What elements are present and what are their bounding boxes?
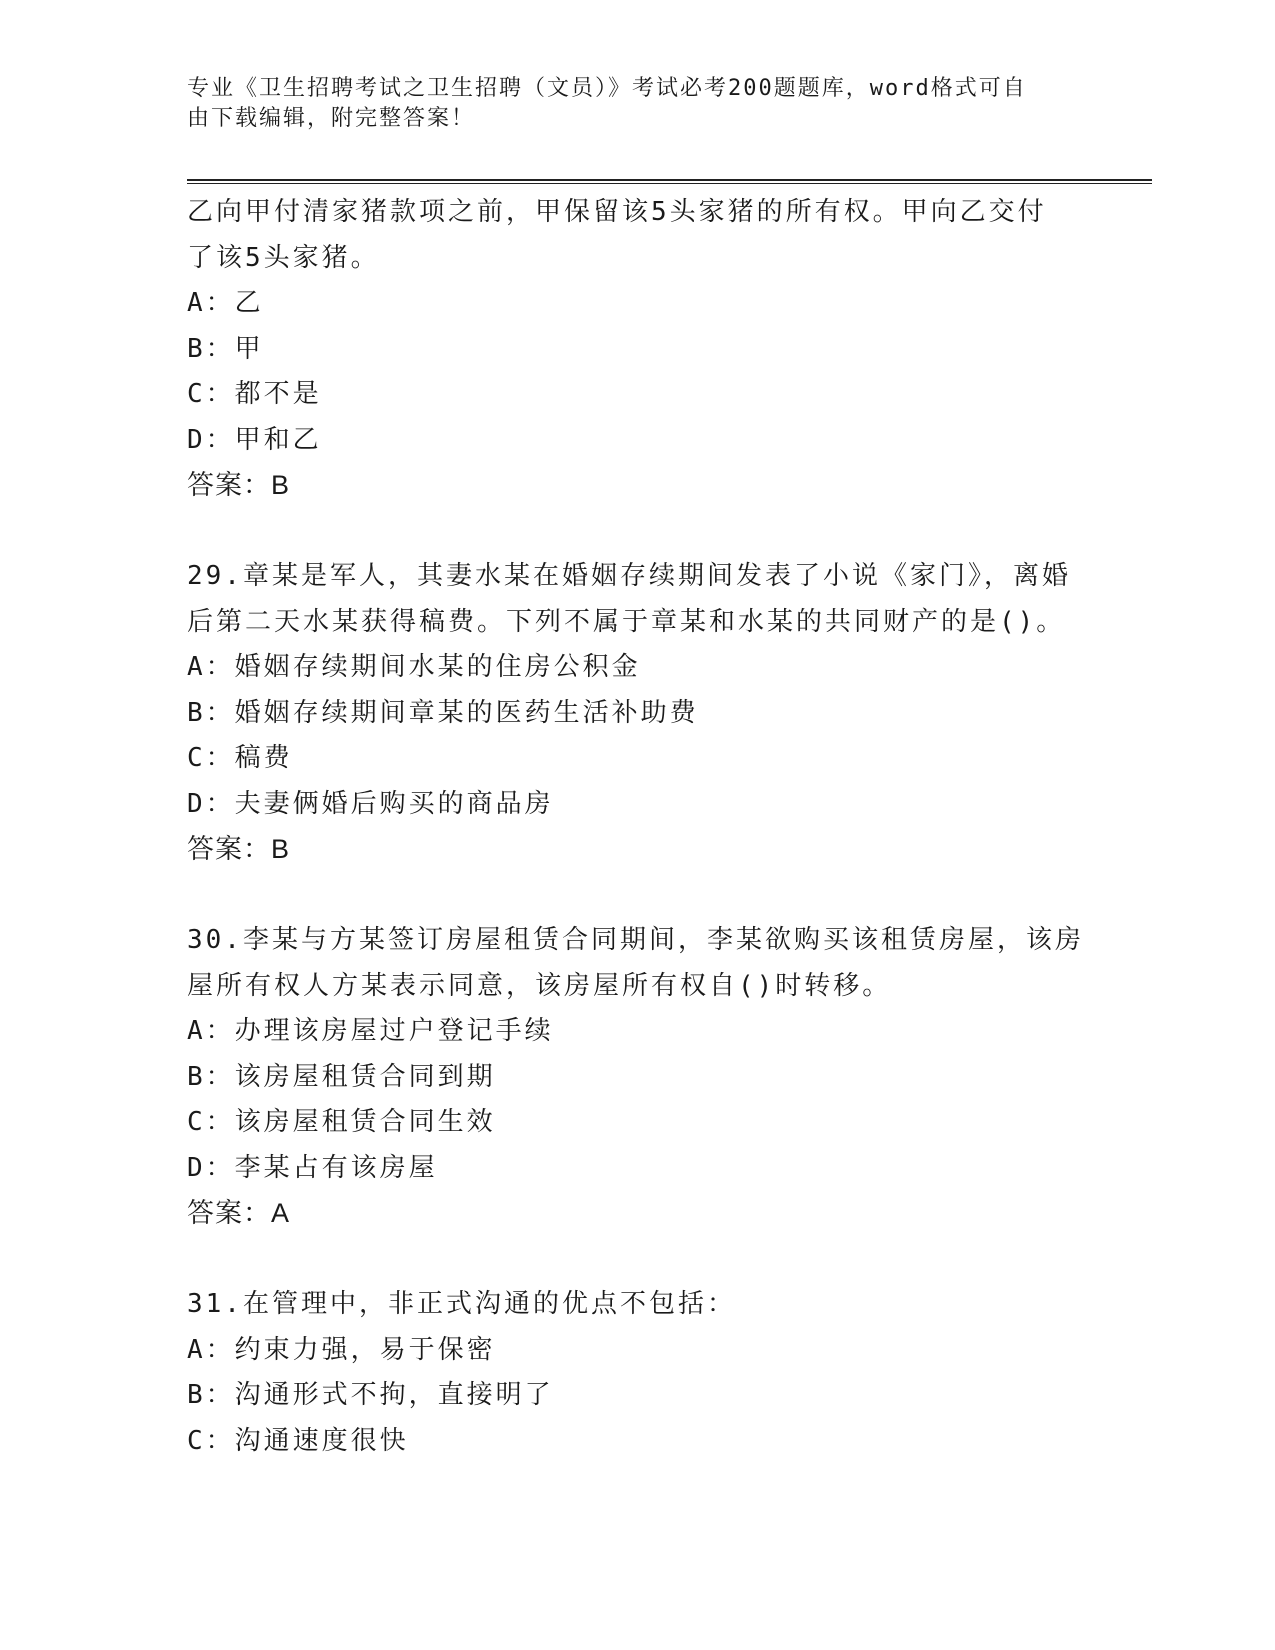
spacer bbox=[187, 873, 1087, 919]
option-a: A：约束力强，易于保密 bbox=[187, 1334, 496, 1365]
question-block-31 bbox=[187, 1282, 1087, 1464]
option-b: B：甲 bbox=[187, 333, 264, 364]
option-d: D：甲和乙 bbox=[187, 424, 322, 455]
question-block-29 bbox=[187, 554, 1087, 873]
option-c: C：稿费 bbox=[187, 743, 293, 773]
question-block-28 bbox=[187, 190, 1087, 509]
document-header bbox=[187, 74, 1087, 134]
option-c: C：该房屋租赁合同生效 bbox=[187, 1107, 496, 1137]
spacer bbox=[187, 509, 1087, 555]
question-stem: 30.李某与方某签订房屋租赁合同期间，李某欲购买该租赁房屋，该房 bbox=[187, 925, 1084, 955]
option-d: D：夫妻俩婚后购买的商品房 bbox=[187, 788, 554, 819]
option-a: A：婚姻存续期间水某的住房公积金 bbox=[187, 652, 641, 682]
option-d: D：李某占有该房屋 bbox=[187, 1152, 438, 1183]
header-title-line-1: 专业《卫生招聘考试之卫生招聘（文员）》考试必考200题题库，word格式可自 bbox=[187, 76, 1027, 101]
header-title-line-2: 由下载编辑，附完整答案！ bbox=[187, 106, 476, 131]
option-b: B：婚姻存续期间章某的医药生活补助费 bbox=[187, 697, 699, 728]
option-a: A：乙 bbox=[187, 288, 264, 318]
question-stem: 后第二天水某获得稿费。下列不属于章某和水某的共同财产的是()。 bbox=[187, 606, 1066, 637]
question-stem: 29.章某是军人，其妻水某在婚姻存续期间发表了小说《家门》，离婚 bbox=[187, 561, 1071, 591]
question-stem: 屋所有权人方某表示同意，该房屋所有权自()时转移。 bbox=[187, 970, 892, 1001]
option-a: A：办理该房屋过户登记手续 bbox=[187, 1016, 554, 1046]
header-divider-thin bbox=[187, 183, 1152, 184]
answer-line: 答案：A bbox=[187, 1198, 291, 1228]
header-divider-thick bbox=[187, 179, 1152, 181]
question-stem: 了该5头家猪。 bbox=[187, 242, 380, 273]
option-c: C：都不是 bbox=[187, 379, 322, 409]
question-stem: 31.在管理中，非正式沟通的优点不包括： bbox=[187, 1289, 736, 1319]
answer-line: 答案：B bbox=[187, 470, 291, 500]
option-c: C：沟通速度很快 bbox=[187, 1425, 409, 1456]
option-b: B：沟通形式不拘，直接明了 bbox=[187, 1380, 554, 1410]
question-block-30 bbox=[187, 918, 1087, 1237]
answer-line: 答案：B bbox=[187, 834, 291, 864]
question-stem: 乙向甲付清家猪款项之前，甲保留该5头家猪的所有权。甲向乙交付 bbox=[187, 197, 1047, 227]
header-divider bbox=[187, 179, 1152, 185]
question-list bbox=[187, 190, 1087, 1464]
option-b: B：该房屋租赁合同到期 bbox=[187, 1061, 496, 1092]
spacer bbox=[187, 1237, 1087, 1283]
